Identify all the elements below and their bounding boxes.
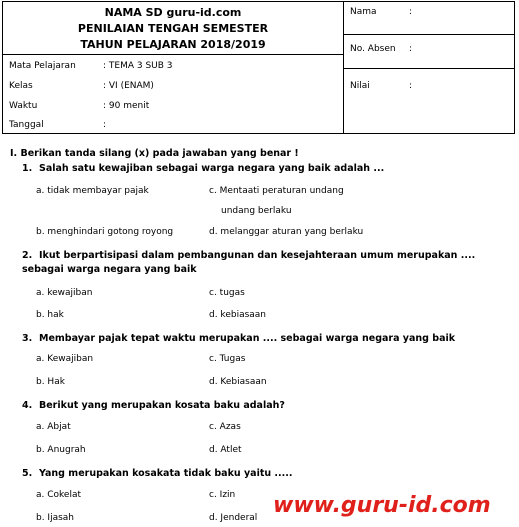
question-2 xyxy=(22,249,492,277)
field-value-time: : 90 menit xyxy=(103,101,150,111)
question-text: Membayar pajak tepat waktu merupakan .... sebagai warga negara yang baik xyxy=(39,333,456,344)
option-1c-cont: undang berlaku xyxy=(221,206,292,216)
question-text: Ikut berpartisipasi dalam pembangunan dan kesejahteraan umum merupakan .... sebagai warga negara yang baik xyxy=(22,250,476,275)
exam-header xyxy=(2,1,515,134)
option-5a[interactable]: a. Cokelat xyxy=(36,490,81,500)
field-value-class: : VI (ENAM) xyxy=(103,81,154,91)
question-text: Salah satu kewajiban sebagai warga negara yang baik adalah ... xyxy=(39,163,385,174)
option-4d[interactable]: d. Atlet xyxy=(209,445,242,455)
option-1b[interactable]: b. menghindari gotong royong xyxy=(36,227,174,237)
option-2b[interactable]: b. hak xyxy=(36,310,64,320)
field-label-date: Tanggal xyxy=(9,120,44,130)
field-value-subject: : TEMA 3 SUB 3 xyxy=(103,61,173,71)
question-number: 5. xyxy=(22,468,33,479)
option-5c[interactable]: c. Izin xyxy=(209,490,236,500)
question-number: 4. xyxy=(22,400,33,411)
option-1c[interactable]: c. Mentaati peraturan undang xyxy=(209,186,344,196)
score-label: Nilai xyxy=(350,81,370,91)
question-3 xyxy=(22,332,492,346)
question-text: Berikut yang merupakan kosata baku adalah? xyxy=(39,400,285,411)
question-text: Yang merupakan kosakata tidak baku yaitu ..... xyxy=(39,468,293,479)
right-divider-2 xyxy=(343,68,515,69)
header-divider xyxy=(3,54,343,55)
option-4c[interactable]: c. Azas xyxy=(209,422,241,432)
option-2a[interactable]: a. kewajiban xyxy=(36,288,93,298)
field-label-subject: Mata Pelajaran xyxy=(9,61,76,71)
school-name: NAMA SD guru-id.com xyxy=(104,6,242,19)
question-4 xyxy=(22,399,492,413)
field-value-date: : xyxy=(103,120,107,130)
option-3a[interactable]: a. Kewajiban xyxy=(36,354,94,364)
question-1 xyxy=(22,162,492,176)
question-number: 2. xyxy=(22,250,33,261)
option-3b[interactable]: b. Hak xyxy=(36,377,65,387)
option-3d[interactable]: d. Kebiasaan xyxy=(209,377,267,387)
right-divider-1 xyxy=(343,34,515,35)
score-colon: : xyxy=(409,81,413,91)
school-year: TAHUN PELAJARAN 2018/2019 xyxy=(80,38,266,51)
site-watermark: www.guru-id.com xyxy=(273,493,491,518)
absen-colon: : xyxy=(409,44,413,54)
name-colon: : xyxy=(409,7,413,17)
option-2d[interactable]: d. kebiasaan xyxy=(209,310,267,320)
option-1d[interactable]: d. melanggar aturan yang berlaku xyxy=(209,227,364,237)
question-number: 1. xyxy=(22,163,33,174)
option-5b[interactable]: b. Ijasah xyxy=(36,513,75,523)
name-label: Nama xyxy=(350,7,377,17)
option-4b[interactable]: b. Anugrah xyxy=(36,445,86,455)
field-label-time: Waktu xyxy=(9,101,38,111)
question-5 xyxy=(22,467,492,481)
option-3c[interactable]: c. Tugas xyxy=(209,354,246,364)
question-number: 3. xyxy=(22,333,33,344)
option-2c[interactable]: c. tugas xyxy=(209,288,245,298)
exam-title: PENILAIAN TENGAH SEMESTER xyxy=(77,22,269,35)
field-label-class: Kelas xyxy=(9,81,33,91)
absen-label: No. Absen xyxy=(350,44,396,54)
option-1a[interactable]: a. tidak membayar pajak xyxy=(36,186,149,196)
section-instruction: I. Berikan tanda silang (x) pada jawaban yang benar ! xyxy=(10,148,299,159)
option-5d[interactable]: d. Jenderal xyxy=(209,513,258,523)
option-4a[interactable]: a. Abjat xyxy=(36,422,71,432)
